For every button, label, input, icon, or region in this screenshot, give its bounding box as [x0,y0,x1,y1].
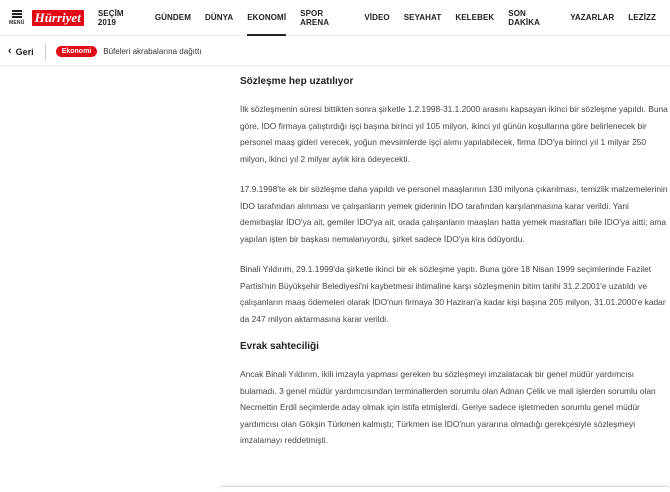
section-heading: Sözleşme hep uzatılıyor [240,76,354,87]
main-nav [98,0,670,36]
article-body [240,76,668,463]
menu-label: MENÜ [9,20,25,26]
hurriyet-logo[interactable]: Hürriyet [32,10,84,26]
nav-item-kelebek[interactable]: KELEBEK [455,13,495,22]
back-label: Geri [15,46,34,57]
article-headline: Büfeleri akrabalarına dağıttı [103,47,202,56]
nav-item-gundem[interactable]: GÜNDEM [154,13,191,22]
nav-item-seyahat[interactable]: SEYAHAT [403,13,442,22]
nav-item-ekonomi[interactable]: EKONOMİ [247,0,286,36]
nav-item-lezizz[interactable]: LEZİZZ [628,13,656,22]
hamburger-icon [12,9,22,19]
article-paragraph: Ancak Binali Yıldırım, ikili imzayla yapması gereken bu sözleşmeyi imzalatacak bir genel müdür yardımcısı bulamadı. 3 genel müdür yardımcısından terminallerden sorumlu olan Adnan Çelik ve mali işlerden sorumlu olan Necmettin Erdil seçimlerde aday olmak için istifa etmişlerdi. Geriye sadece işletmeden sorumlu genel müdür yardımcısı olan Gökşin Türkmen kalmıştı; Türkmen ise İDO'nun yararına olmadığı gerekçesiyle sözleşmeyi imzalamayı reddetmişti. [240,369,656,445]
category-badge[interactable]: Ekonomi [56,46,98,57]
nav-item-dunya[interactable]: DÜNYA [205,13,234,22]
article-subheader [0,38,670,66]
bottom-panel-edge [220,486,670,492]
nav-item-yazarlar[interactable]: YAZARLAR [570,13,615,22]
top-navigation-bar [0,0,670,36]
divider [45,43,46,61]
nav-item-son-dakika[interactable]: SON DAKİKA [508,8,540,27]
article-paragraph: Binali Yıldırım, 29.1.1999'da şirketle ikinci bir ek sözleşme yaptı. Buna göre 18 Nisan 1999 seçimlerinde Fazilet Partisi'nin Büyükşehir Belediyesi'ni kaybetmesi ihtimaline karşı sözleşmenin bitim tarihi 31.2.2001'e uzatıldı ve çalışanların maaş ödemeleri olarak İDO'nun firmaya 30 Haziran'a kadar kişi başına 205 milyon, 31.01.2000'e kadar da 247 milyon aktarmasına karar verildi. [240,264,666,324]
nav-item-video[interactable]: VİDEO [364,13,390,22]
article-paragraph: 17.9.1998'te ek bir sözleşme daha yapıldı ve personel maaşlarının 130 milyona çıkarılması, temizlik malzemelerinin İDO tarafından alınması ve çalışanların yemek giderinin İDO tarafından karşılanmasına karar verildi. Yani demirbaşlar İDO'ya ait, gemiler İDO'ya ait, orada çalışanların maaşları hatta yemek masrafları bile İDO'ya aitti; ama yapılan işten bir başkası nemalanıyordu, şirket sadece İDO'ya kira ödüyordu. [240,184,668,244]
chevron-left-icon: ‹ [8,45,12,57]
nav-item-spor-arena[interactable]: SPOR ARENA [300,8,330,27]
section-heading: Evrak sahteciliği [240,341,319,352]
nav-item-secim-2019[interactable]: SEÇİM 2019 [97,8,124,27]
article-paragraph: İlk sözleşmenin süresi bittikten sonra şirketle 1.2.1998-31.1.2000 arasını kapsayan ikinci bir sözleşme yapıldı. Buna göre, İDO firmaya çalıştırdığı işçi başına birinci yıl 105 milyon, ikinci yıl günün koşullarına göre belirlenecek bir personel maaş gideri verecek, yoğun mevsimlerde işçi alımı yapılabilecek, firma İDO'ya birinci yıl 1 milyar 250 milyon, ikinci yıl 2 milyar aylık kira ödeyecekti. [240,104,668,164]
menu-button[interactable] [6,9,28,26]
back-button[interactable] [8,46,34,57]
